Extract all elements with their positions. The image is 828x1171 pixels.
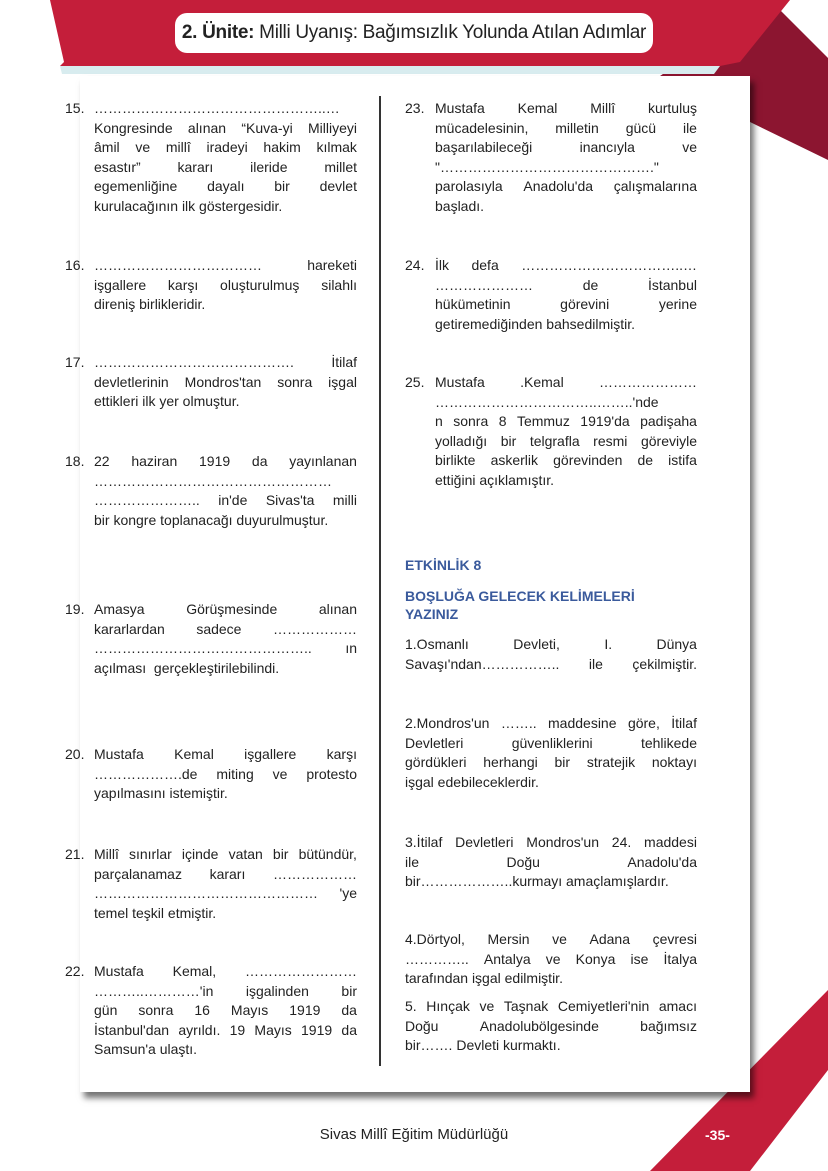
word: Anadolubölgesinde — [479, 1017, 599, 1034]
question-number: 15. — [65, 100, 85, 116]
word: ………………… — [598, 374, 697, 390]
word: I. — [604, 636, 613, 652]
word: 1.Osmanlı — [405, 636, 469, 652]
word: ın — [345, 640, 357, 656]
line-text: işgal edebileceklerdir. — [405, 773, 539, 790]
question-line — [405, 655, 697, 675]
question-line — [94, 1001, 357, 1021]
word: göre, — [627, 715, 660, 731]
line-text: bir……. Devleti kurmaktı. — [405, 1037, 561, 1053]
line-text: direniş birlikleridir. — [94, 296, 206, 312]
word: Konya — [575, 950, 616, 967]
word: Kemal, — [172, 963, 217, 979]
question-line — [94, 884, 357, 904]
word: .Kemal — [520, 374, 564, 390]
question-line — [435, 432, 697, 452]
word: telgrafla — [529, 432, 580, 449]
word: ile — [682, 119, 697, 136]
word: …………………………………………..… — [94, 100, 340, 116]
word: vatan — [228, 846, 263, 862]
word: devletlerinin — [94, 373, 169, 390]
question-line — [94, 197, 357, 217]
question-line — [94, 784, 357, 804]
question-number: 24. — [405, 257, 425, 273]
word: Görüşmesinde — [186, 601, 278, 617]
word: Millî — [94, 846, 119, 862]
question-line — [435, 119, 697, 139]
word: 5. — [405, 998, 417, 1014]
word: gördükleri — [405, 754, 467, 770]
word: bir — [554, 754, 571, 770]
word: Sivas'ta — [265, 492, 315, 508]
word: ……………………………………. — [94, 354, 294, 370]
question-line — [435, 256, 697, 276]
line-text: açılması gerçekleştirilebilindi. — [94, 659, 280, 676]
word: göreviyle — [640, 432, 697, 449]
word: sonra — [138, 1002, 174, 1018]
word: gücü — [625, 119, 657, 136]
word: Savaşı'ndan…………….. — [405, 655, 560, 672]
line-text: bir………………..kurmayı amaçlamışlardır. — [405, 873, 669, 889]
activity-instruction: BOŞLUĞA GELECEK KELİMELERİ — [405, 588, 635, 604]
word: bir — [272, 846, 289, 862]
question-line — [94, 865, 357, 885]
word: kararlardan — [94, 620, 165, 637]
word: noktayı — [651, 754, 697, 770]
question-line — [405, 872, 697, 892]
word: Doğu — [506, 853, 540, 870]
word: bir — [500, 432, 517, 449]
line-text: kurulacağının ilk göstergesidir. — [94, 197, 283, 214]
word: inancıyla — [579, 139, 635, 155]
word: da — [341, 1021, 357, 1038]
line-text: yapılmasını istemiştir. — [94, 785, 228, 801]
word: ……………………………………….. — [94, 640, 312, 656]
question-line — [94, 904, 357, 924]
question-line — [94, 373, 357, 393]
word: ile — [405, 853, 420, 870]
question-line — [94, 472, 357, 492]
word: resmi — [593, 432, 628, 449]
question-number: 21. — [65, 846, 85, 862]
question-line — [94, 659, 357, 679]
word: tehlikede — [640, 734, 697, 751]
line-text: ettikleri ilk yer olmuştur. — [94, 393, 240, 409]
question-line — [94, 119, 357, 139]
line-text: tarafından işgal edilmiştir. — [405, 970, 563, 986]
activity-instruction: YAZINIZ — [405, 606, 459, 622]
question-line — [405, 950, 697, 970]
question-line — [94, 353, 357, 373]
question-line — [405, 773, 697, 793]
word: bütündür, — [298, 846, 357, 862]
question-line — [405, 930, 697, 950]
line-text: başladı. — [435, 197, 485, 214]
question-line — [435, 177, 697, 197]
word: ileride — [250, 158, 288, 175]
word: stratejik — [586, 754, 636, 770]
word: bir — [341, 982, 357, 999]
word: Mayıs — [230, 1002, 269, 1018]
word: Mustafa — [94, 746, 144, 762]
question-line — [94, 982, 357, 1002]
footer-publisher: Sivas Millî Eğitim Müdürlüğü — [319, 1126, 509, 1143]
word: birlikte — [435, 452, 476, 468]
question-number: 20. — [65, 746, 85, 762]
word: Mustafa — [435, 100, 485, 116]
question-line — [94, 639, 357, 659]
word: 16 — [194, 1002, 210, 1018]
question-line — [94, 1040, 357, 1060]
word: esastır” — [94, 158, 141, 175]
word: hakim — [263, 139, 301, 155]
banner-shadow-strip — [60, 66, 720, 74]
word: Devleti, — [513, 636, 560, 652]
word: Mustafa — [435, 374, 485, 390]
word: de — [637, 452, 654, 468]
question-number: 23. — [405, 100, 425, 116]
word: da — [251, 453, 268, 469]
word: Doğu — [405, 1017, 439, 1034]
word: in'de — [218, 492, 248, 508]
word: İlk — [435, 257, 449, 273]
word: işgalinden — [245, 982, 309, 999]
question-line — [435, 471, 697, 491]
word: ve — [552, 931, 567, 947]
question-number: 17. — [65, 354, 85, 370]
word: işgallere — [244, 746, 297, 762]
line-text: temel teşkil etmiştir. — [94, 904, 217, 921]
word: Kemal — [174, 746, 214, 762]
question-line — [94, 276, 357, 296]
word: …………………………………………… — [94, 472, 332, 489]
unit-label: 2. Ünite: — [181, 22, 255, 43]
question-line — [435, 276, 697, 296]
question-number: 22. — [65, 963, 85, 979]
word: ……………… — [272, 865, 357, 882]
word: sınırlar — [128, 846, 172, 862]
question-line — [405, 1036, 697, 1056]
word: parolasıyla — [435, 178, 503, 194]
question-line — [405, 635, 697, 655]
word: miting — [216, 765, 254, 782]
word: Millî — [590, 100, 616, 116]
word: oluşturulmuş — [220, 276, 300, 293]
word: başarılabileceği — [435, 139, 533, 155]
question-line — [435, 99, 697, 119]
word: İstanbul'dan — [94, 1021, 170, 1038]
word: parçalanamaz — [94, 865, 182, 882]
word: Devletleri — [405, 734, 464, 751]
word: ……………………………..……..'nde — [435, 393, 659, 410]
question-line — [94, 600, 357, 620]
word: Kemal — [517, 100, 558, 116]
word: Anadolu'da — [627, 853, 697, 870]
word: İstanbul — [647, 276, 697, 293]
word: bağımsız — [640, 1017, 697, 1034]
question-line — [94, 295, 357, 315]
word: Dünya — [656, 636, 697, 652]
question-line — [94, 99, 357, 119]
word: alınan — [318, 601, 357, 617]
word: Anadolu'da — [523, 178, 594, 194]
word: ise — [630, 950, 649, 967]
word: karşı — [167, 276, 199, 293]
word: gün — [94, 1002, 118, 1018]
question-line — [94, 845, 357, 865]
word: İtilaf — [671, 715, 697, 731]
line-text: bir kongre toplanacağı duyurulmuştur. — [94, 511, 329, 528]
question-number: 25. — [405, 374, 425, 390]
word: ve — [479, 998, 495, 1014]
word: Temmuz — [516, 413, 570, 429]
word: silahlı — [321, 276, 357, 293]
word: 3.İtilaf — [405, 834, 443, 850]
unit-title — [175, 13, 653, 53]
word: ………….. — [405, 950, 469, 967]
word: kararı — [209, 865, 246, 882]
word: Adana — [589, 931, 630, 947]
question-line — [94, 620, 357, 640]
word: Mondros'tan — [184, 373, 262, 390]
question-line — [405, 753, 697, 773]
question-line — [405, 734, 697, 754]
word: ve — [545, 950, 561, 967]
question-line — [435, 393, 697, 413]
word: ve — [682, 139, 697, 155]
word: iradeyi — [206, 139, 248, 155]
word: 4.Dörtyol, — [405, 931, 465, 947]
page-number: -35- — [705, 1127, 730, 1143]
question-line — [435, 138, 697, 158]
question-line — [435, 373, 697, 393]
word: Mustafa — [94, 963, 144, 979]
word: sonra — [277, 373, 313, 390]
word: Cemiyetleri'nin — [557, 998, 650, 1014]
line-text: Samsun'a ulaştı. — [94, 1041, 198, 1057]
word: ……………… — [272, 620, 357, 637]
word: ile — [588, 655, 603, 672]
word: 22 — [94, 453, 110, 469]
word: ve — [272, 765, 288, 782]
word: istifa — [668, 452, 697, 468]
word: ……………………………… — [94, 257, 262, 273]
word: sadece — [196, 620, 242, 637]
word: milletin — [555, 119, 599, 136]
word: Mondros'un — [526, 834, 599, 850]
question-line — [94, 962, 357, 982]
question-line — [94, 452, 357, 472]
word: devlet — [319, 178, 357, 194]
word: 1919 — [289, 1002, 321, 1018]
word: "………………………………………." — [435, 158, 659, 175]
word: …….. — [500, 715, 537, 731]
word: Taşnak — [503, 998, 549, 1014]
word: ………..…………'in — [94, 982, 214, 999]
word: millet — [324, 158, 357, 175]
question-line — [435, 158, 697, 178]
word: egemenliğine — [94, 178, 178, 194]
word: Kongresinde — [94, 119, 173, 136]
word: alınan — [187, 119, 227, 136]
word: n — [435, 413, 443, 429]
word: Mayıs — [254, 1021, 292, 1038]
question-line — [405, 853, 697, 873]
word: karşı — [326, 746, 357, 762]
word: ……………………………..… — [521, 257, 697, 273]
word: kurtuluş — [647, 100, 697, 116]
word: haziran — [131, 453, 178, 469]
word: ………………… — [435, 276, 533, 293]
word: 19 — [229, 1021, 246, 1038]
word: 1919 — [301, 1021, 333, 1038]
word: mücadelesinin, — [435, 119, 529, 136]
word: güvenliklerini — [511, 734, 593, 751]
word: içinde — [181, 846, 219, 862]
word: askerlik — [490, 452, 539, 468]
word: de — [582, 276, 599, 293]
word: 2.Mondros'un — [405, 715, 490, 731]
word: çalışmalarına — [613, 178, 697, 194]
question-line — [405, 1017, 697, 1037]
word: hükümetinin — [435, 296, 511, 312]
word: amacı — [658, 998, 697, 1014]
question-line — [435, 295, 697, 315]
word: padişaha — [640, 413, 697, 429]
word: ayrıldı. — [178, 1021, 221, 1038]
unit-title-text: Milli Uyanış: Bağımsızlık Yolunda Atılan Adımlar — [259, 22, 647, 43]
word: protesto — [306, 765, 357, 782]
word: ve — [135, 139, 151, 155]
question-line — [94, 491, 357, 511]
question-line — [94, 765, 357, 785]
word: kılmak — [316, 139, 357, 155]
word: 'ye — [339, 885, 357, 901]
question-line — [94, 138, 357, 158]
word: yerine — [658, 296, 697, 312]
question-line — [94, 256, 357, 276]
word: Devletleri — [455, 834, 514, 850]
question-line — [435, 451, 697, 471]
line-text: ettiğini açıklamıştır. — [435, 471, 555, 488]
question-number: 16. — [65, 257, 85, 273]
word: kararı — [177, 158, 214, 175]
word: herhangi — [483, 754, 538, 770]
word: bir — [274, 178, 290, 194]
word: İtalya — [663, 950, 697, 967]
question-line — [94, 392, 357, 412]
word: 8 — [498, 413, 507, 429]
word: işgallere — [94, 276, 147, 293]
word: âmil — [94, 139, 120, 155]
column-divider — [379, 96, 381, 1066]
question-line — [405, 714, 697, 734]
word: yolladığı — [435, 432, 488, 449]
question-number: 19. — [65, 601, 85, 617]
question-line — [94, 1021, 357, 1041]
word: defa — [471, 257, 499, 273]
question-line — [435, 197, 697, 217]
word: “Kuva-yi — [241, 119, 293, 136]
word: dayalı — [207, 178, 245, 194]
question-line — [405, 997, 697, 1017]
word: Amasya — [94, 601, 145, 617]
word: görevini — [560, 296, 610, 312]
word: çekilmiştir. — [632, 655, 697, 672]
word: millî — [165, 139, 191, 155]
question-line — [435, 315, 697, 335]
question-line — [94, 745, 357, 765]
word: 1919'da — [580, 413, 630, 429]
question-number: 18. — [65, 453, 85, 469]
word: ………………………………………… — [94, 885, 318, 901]
word: Milliyeyi — [307, 119, 357, 136]
word: sonra — [453, 413, 489, 429]
word: maddesi — [644, 834, 697, 850]
word: ………………….. — [94, 492, 200, 508]
word: 1919 — [199, 453, 231, 469]
word: işgal — [328, 373, 357, 390]
question-line — [405, 833, 697, 853]
activity-title: ETKİNLİK 8 — [405, 557, 482, 573]
word: İtilaf — [331, 354, 357, 370]
question-line — [405, 969, 697, 989]
word: …………………… — [244, 963, 357, 979]
word: milli — [332, 492, 357, 508]
word: Mersin — [487, 931, 530, 947]
word: çevresi — [652, 931, 697, 947]
word: görevinden — [553, 452, 623, 468]
word: 24. — [611, 834, 632, 850]
word: Antalya — [483, 950, 531, 967]
word: da — [341, 1002, 357, 1018]
word: hareketi — [307, 257, 357, 273]
word: Hınçak — [426, 998, 470, 1014]
question-line — [94, 511, 357, 531]
line-text: getiremediğinden bahsedilmiştir. — [435, 315, 635, 332]
question-line — [435, 412, 697, 432]
word: maddesine — [548, 715, 617, 731]
question-line — [94, 158, 357, 178]
word: yayınlanan — [289, 453, 357, 469]
word: ……………….de — [94, 765, 198, 782]
question-line — [94, 177, 357, 197]
